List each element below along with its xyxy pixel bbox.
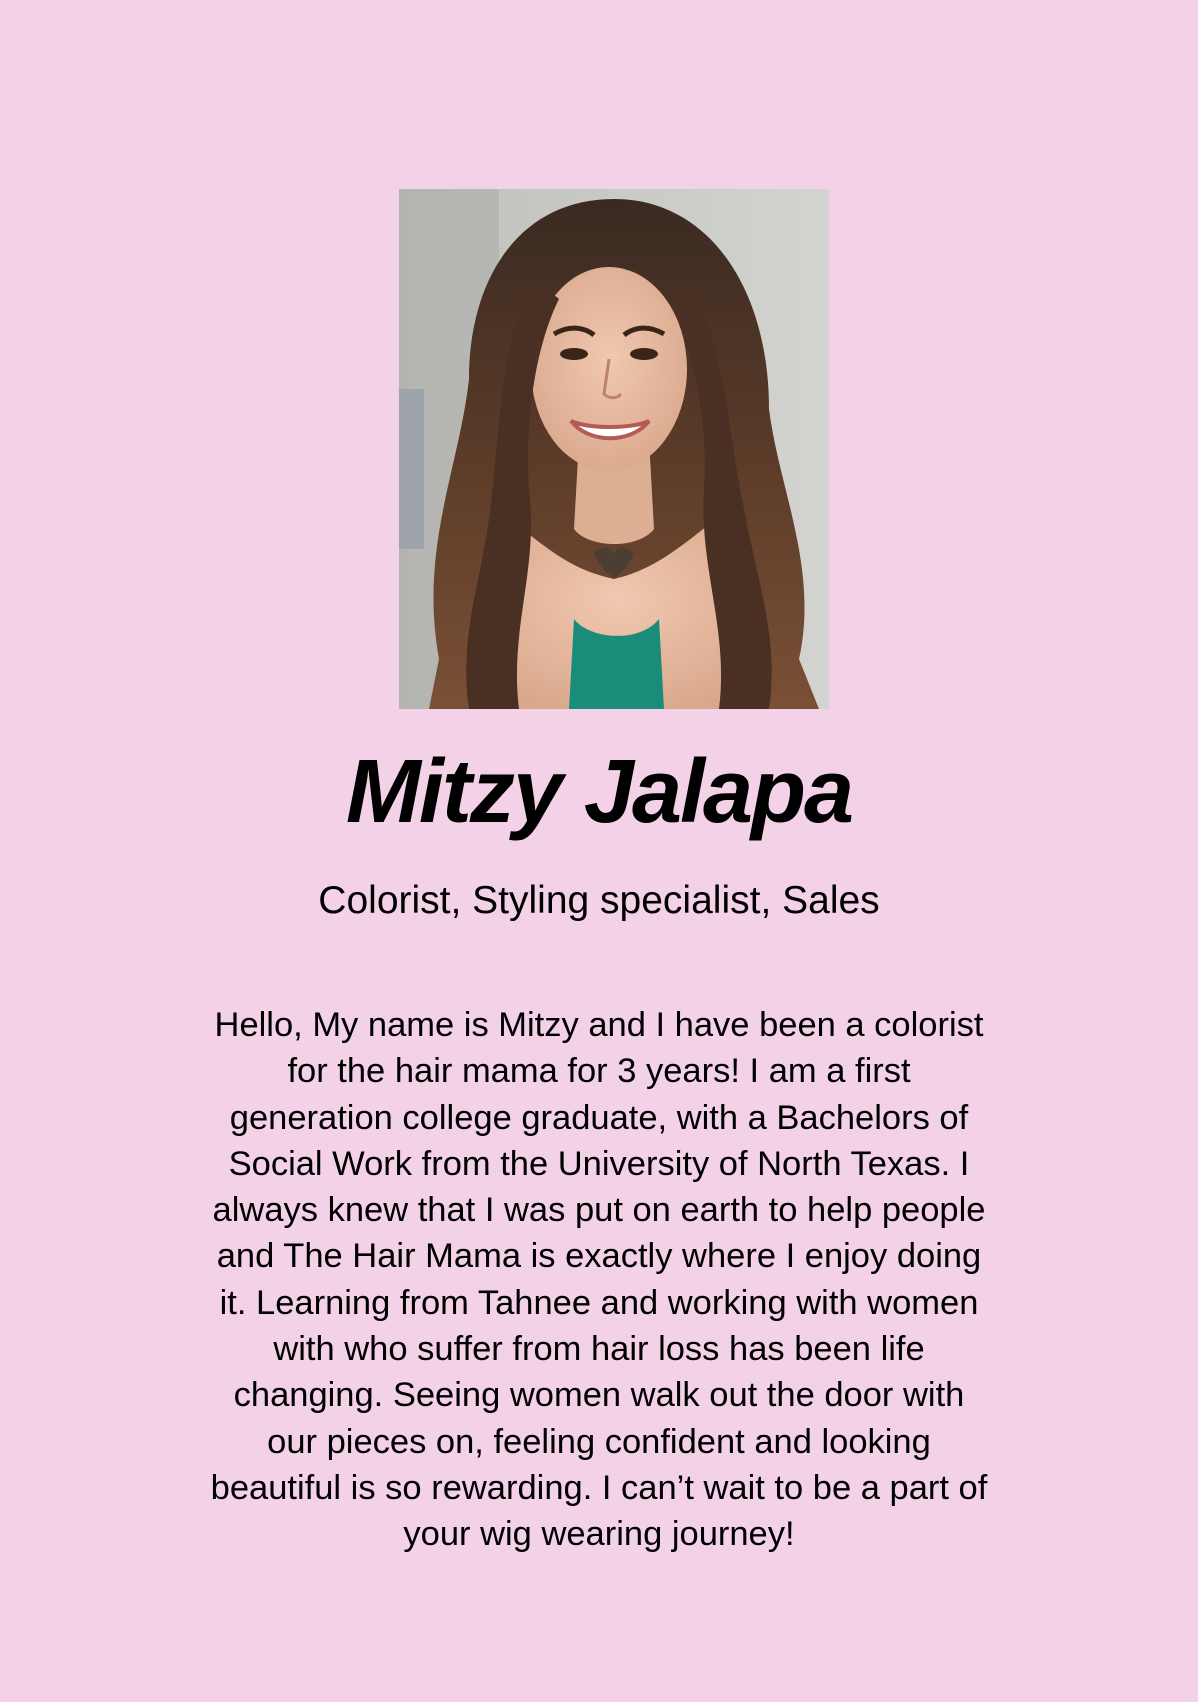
portrait-photo-icon <box>399 189 829 709</box>
profile-photo <box>399 189 829 709</box>
profile-roles: Colorist, Styling specialist, Sales <box>318 879 880 922</box>
profile-bio: Hello, My name is Mitzy and I have been a colorist for the hair mama for 3 years! I am a first generation college graduate, with a Bachelors of Social Work from the University of North Texas. I always knew that I was put on earth to help people and The Hair Mama is exactly where I enjoy doing it. Learning from Tahnee and working with women with who suffer from hair loss has been life changing. Seeing women walk out the door with our pieces on, feeling confident and looking beautiful is so rewarding. I can’t wait to be a part of your wig wearing journey! <box>210 1006 988 1554</box>
profile-name: Mitzy Jalapa <box>345 742 853 842</box>
